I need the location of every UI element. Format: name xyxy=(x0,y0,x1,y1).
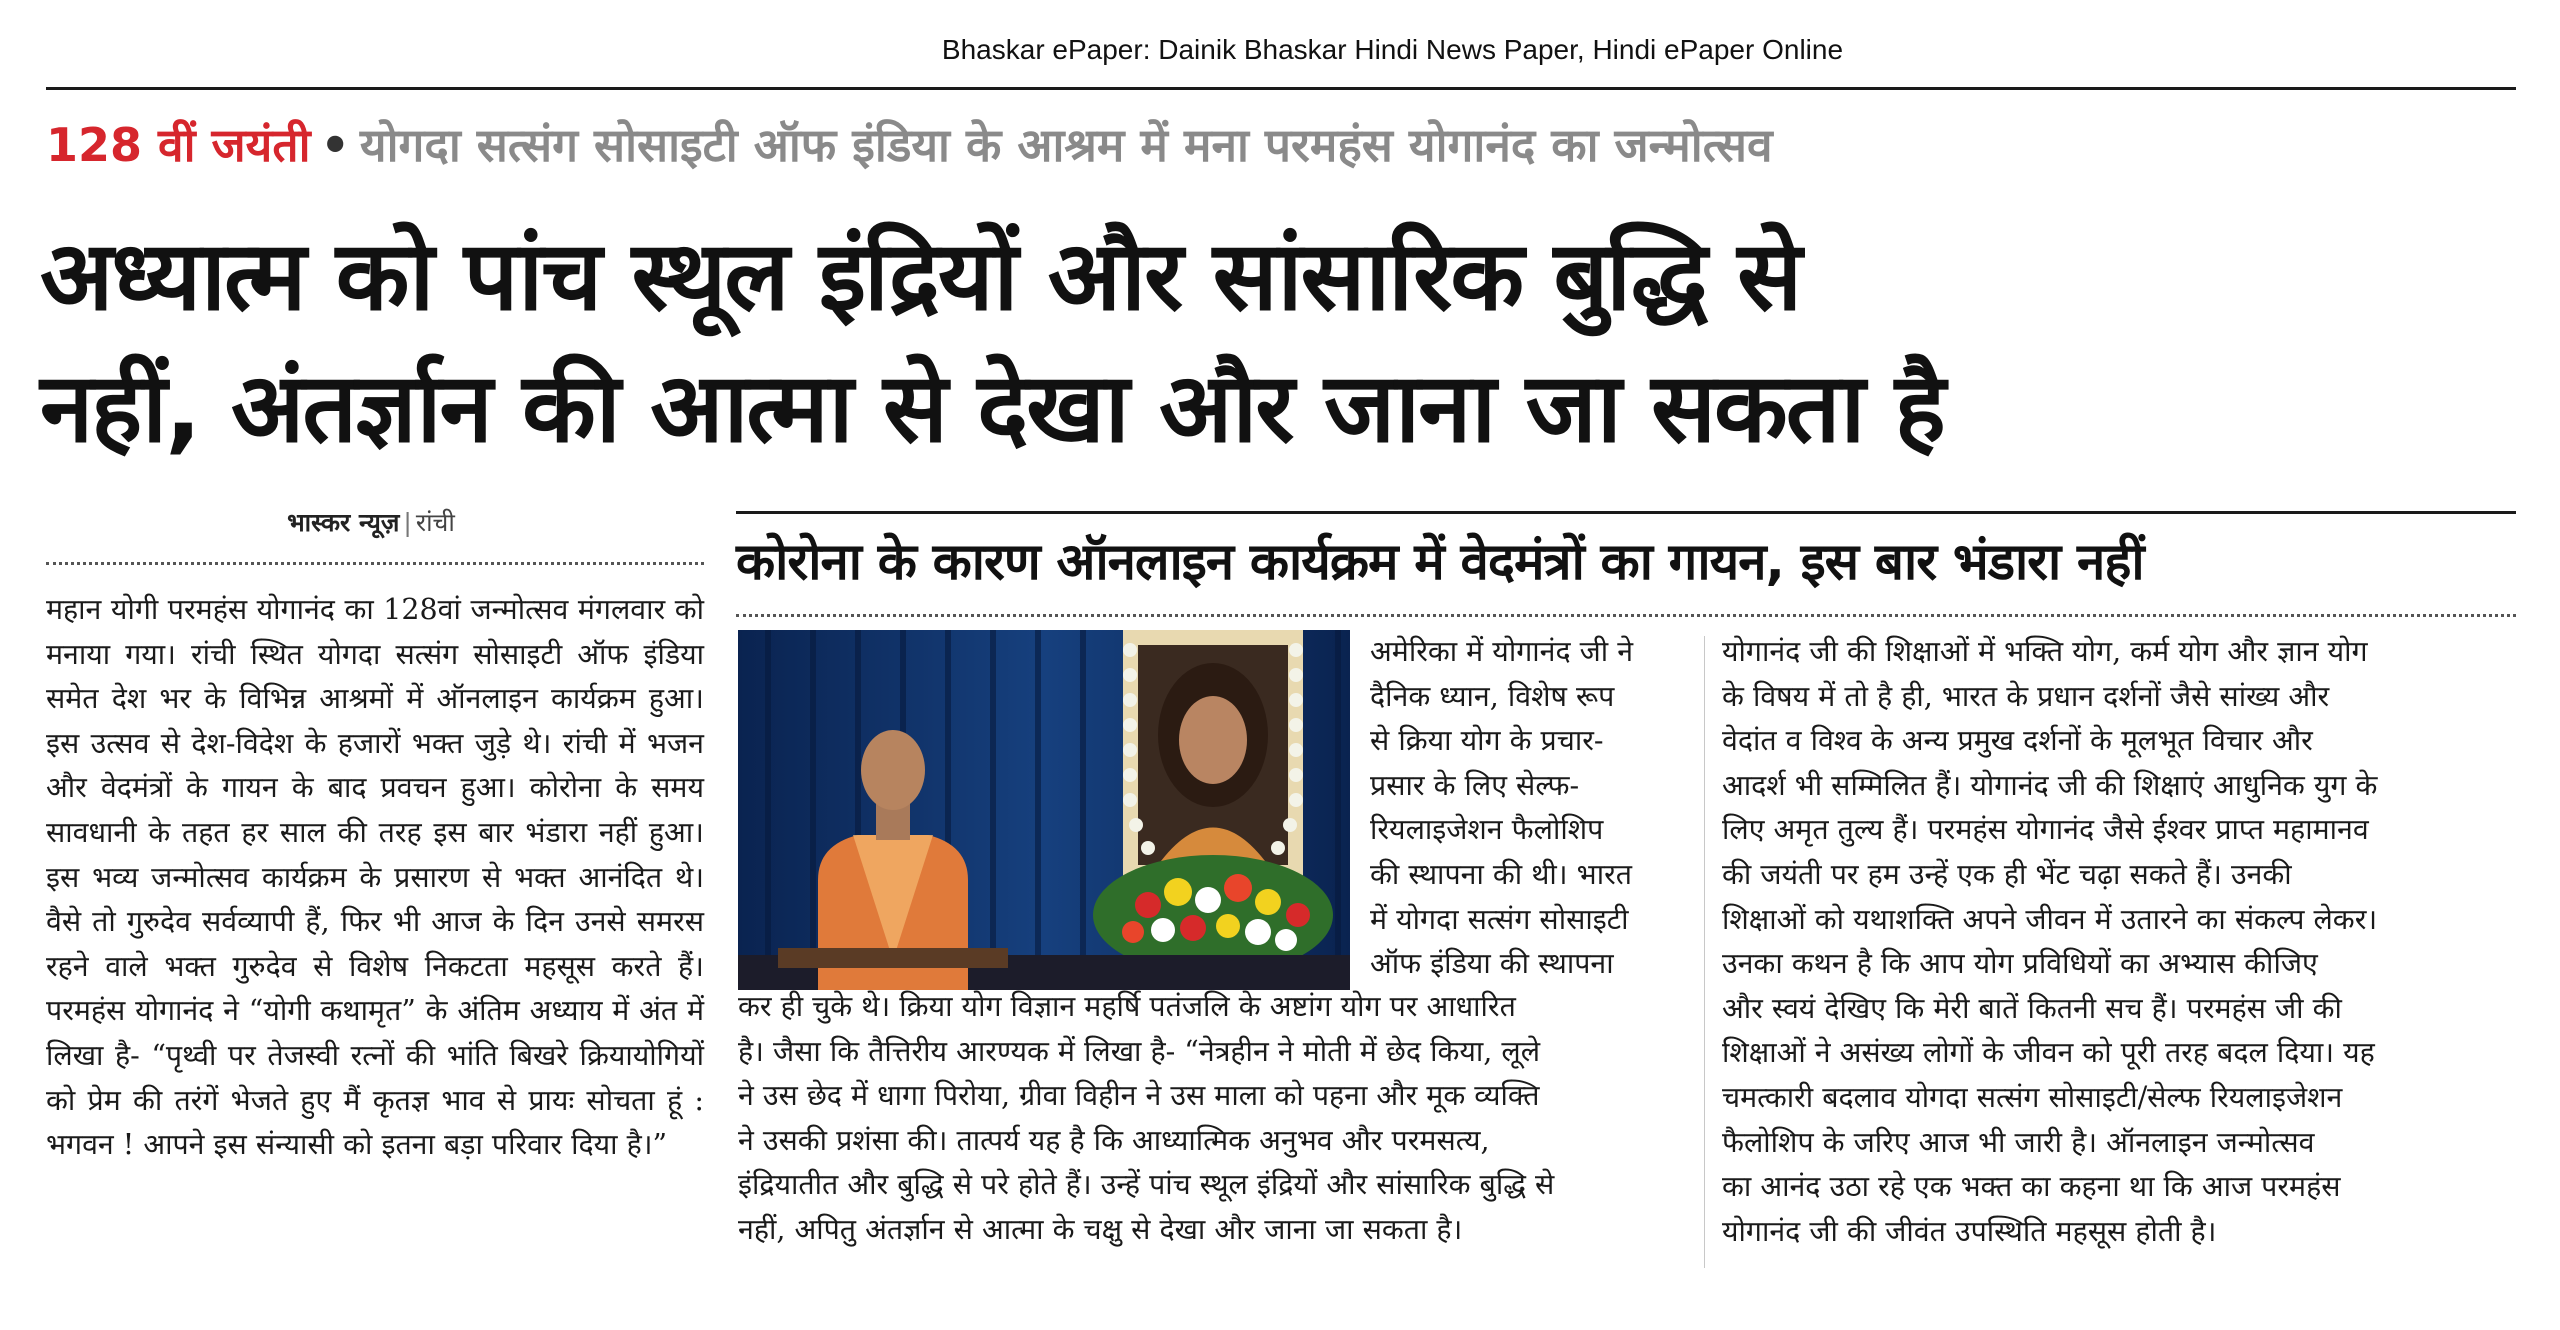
headline-line-2: नहीं, अंतर्ज्ञान की आत्मा से देखा और जाना जा सकता है xyxy=(40,352,1944,464)
headline-line-1: अध्यात्म को पांच स्थूल इंद्रियों और सांसारिक बुद्धि से xyxy=(40,220,1801,332)
kicker-text: योगदा सत्संग सोसाइटी ऑफ इंडिया के आश्रम में मना परमहंस योगानंद का जन्मोत्सव xyxy=(359,118,1773,172)
byline xyxy=(46,505,696,539)
column-2-text: अमेरिका में योगानंद जी ने दैनिक ध्यान, विशेष रूप से क्रिया योग के प्रचार- प्रसार के लिए सेल्फ- रियलाइजेशन फैलोशिप की स्थापना की थी। भारत में योगदा सत्संग सोसाइटी ऑफ इंडिया की स्थापना xyxy=(1370,635,1634,981)
column-2-continued-text: कर ही चुके थे। क्रिया योग विज्ञान महर्षि पतंजलि के अष्टांग योग पर आधारित है। जैसा कि तैत्तिरीय आरण्यक में लिखा है- “नेत्रहीन ने मोती में छेद किया, लूले ने उस छेद में धागा पिरोया, ग्रीवा विहीन ने उस माला को पहना और मूक व्यक्ति ने उसकी प्रशंसा की। तात्पर्य यह है कि आध्यात्मिक अनुभव और परमसत्य, इंद्रियातीत और बुद्धि से परे होते हैं। उन्हें पांच स्थूल इंद्रियों और सांसारिक बुद्धि से नहीं, अपितु अंतर्ज्ञान से आत्मा के चक्षु से देखा और जाना जा सकता है। xyxy=(738,990,1555,1246)
subheadline: कोरोना के कारण ऑनलाइन कार्यक्रम में वेदमंत्रों का गायन, इस बार भंडारा नहीं xyxy=(736,533,2144,592)
byline-city: रांची xyxy=(415,508,455,537)
window-title: Bhaskar ePaper: Dainik Bhaskar Hindi News Paper, Hindi ePaper Online xyxy=(941,34,1844,65)
top-rule xyxy=(46,87,2516,90)
column-1-text: महान योगी परमहंस योगानंद का 128वां जन्मोत्सव मंगलवार को मनाया गया। रांची स्थित योगदा सत्संग सोसाइटी ऑफ इंडिया समेत देश भर के विभिन्न आश्रमों में ऑनलाइन कार्यक्रम हुआ। इस उत्सव से देश-विदेश के हजारों भक्त जुड़े थे। रांची में भजन और वेदमंत्रों के गायन के बाद प्रवचन हुआ। कोरोना के समय सावधानी के तहत हर साल की तरह इस बार भंडारा नहीं हुआ। इस भव्य जन्मोत्सव कार्यक्रम के प्रसारण से भक्त आनंदित थे। वैसे तो गुरुदेव सर्वव्यापी हैं, फिर भी आज के दिन उनसे समरस रहने वाले भक्त गुरुदेव से विशेष निकटता महसूस करते हैं। परमहंस योगानंद ने “योगी कथामृत” के अंतिम अध्याय में अंत में लिखा है- “पृथ्वी पर तेजस्वी रत्नों की भांति बिखरे क्रियायोगियों को प्रेम की तरंगें भेजते हुए मैं कृतज्ञ भाव से प्रायः सोचता हूं : भगवन ! आपने इस संन्यासी को इतना बड़ा परिवार दिया है।” xyxy=(46,593,704,1162)
article-photo xyxy=(738,630,1350,990)
kicker-highlight: 128 वीं जयंती xyxy=(46,118,311,172)
column-3-text: योगानंद जी की शिक्षाओं में भक्ति योग, कर्म योग और ज्ञान योग के विषय में तो है ही, भारत के प्रधान दर्शनों जैसे सांख्य और वेदांत व विश्व के अन्य प्रमुख दर्शनों के मूलभूत विचार और आदर्श भी सम्मिलित हैं। योगानंद जी की शिक्षाएं आधुनिक युग के लिए अमृत तुल्य हैं। परमहंस योगानंद जैसे ईश्वर प्राप्त महामानव की जयंती पर हम उन्हें एक ही भेंट चढ़ा सकते हैं। उनकी शिक्षाओं को यथाशक्ति अपने जीवन में उतारने का संकल्प लेकर। उनका कथन है कि आप योग प्रविधियों का अभ्यास कीजिए और स्वयं देखिए कि मेरी बातें कितनी सच हैं। परमहंस जी की शिक्षाओं ने असंख्य लोगों के जीवन को पूरी तरह बदल दिया। यह चमत्कारी बदलाव योगदा सत्संग सोसाइटी/सेल्फ रियलाइजेशन फैलोशिप के जरिए आज भी जारी है। ऑनलाइन जन्मोत्सव का आनंद उठा रहे एक भक्त का कहना था कि आज परमहंस योगानंद जी की जीवंत उपस्थिति महसूस होती है। xyxy=(1722,635,2378,1248)
byline-separator: | xyxy=(403,508,412,537)
photo-illustration xyxy=(738,630,1350,990)
byline-dotted-rule xyxy=(46,562,704,565)
kicker-bullet: • xyxy=(320,118,350,172)
byline-source: भास्कर न्यूज़ xyxy=(287,508,400,537)
kicker xyxy=(46,115,2446,175)
column-divider xyxy=(1704,636,1705,1268)
headline xyxy=(40,210,2510,474)
subheadline-dotted-rule xyxy=(736,614,2516,617)
subheadline-rule xyxy=(736,511,2516,514)
